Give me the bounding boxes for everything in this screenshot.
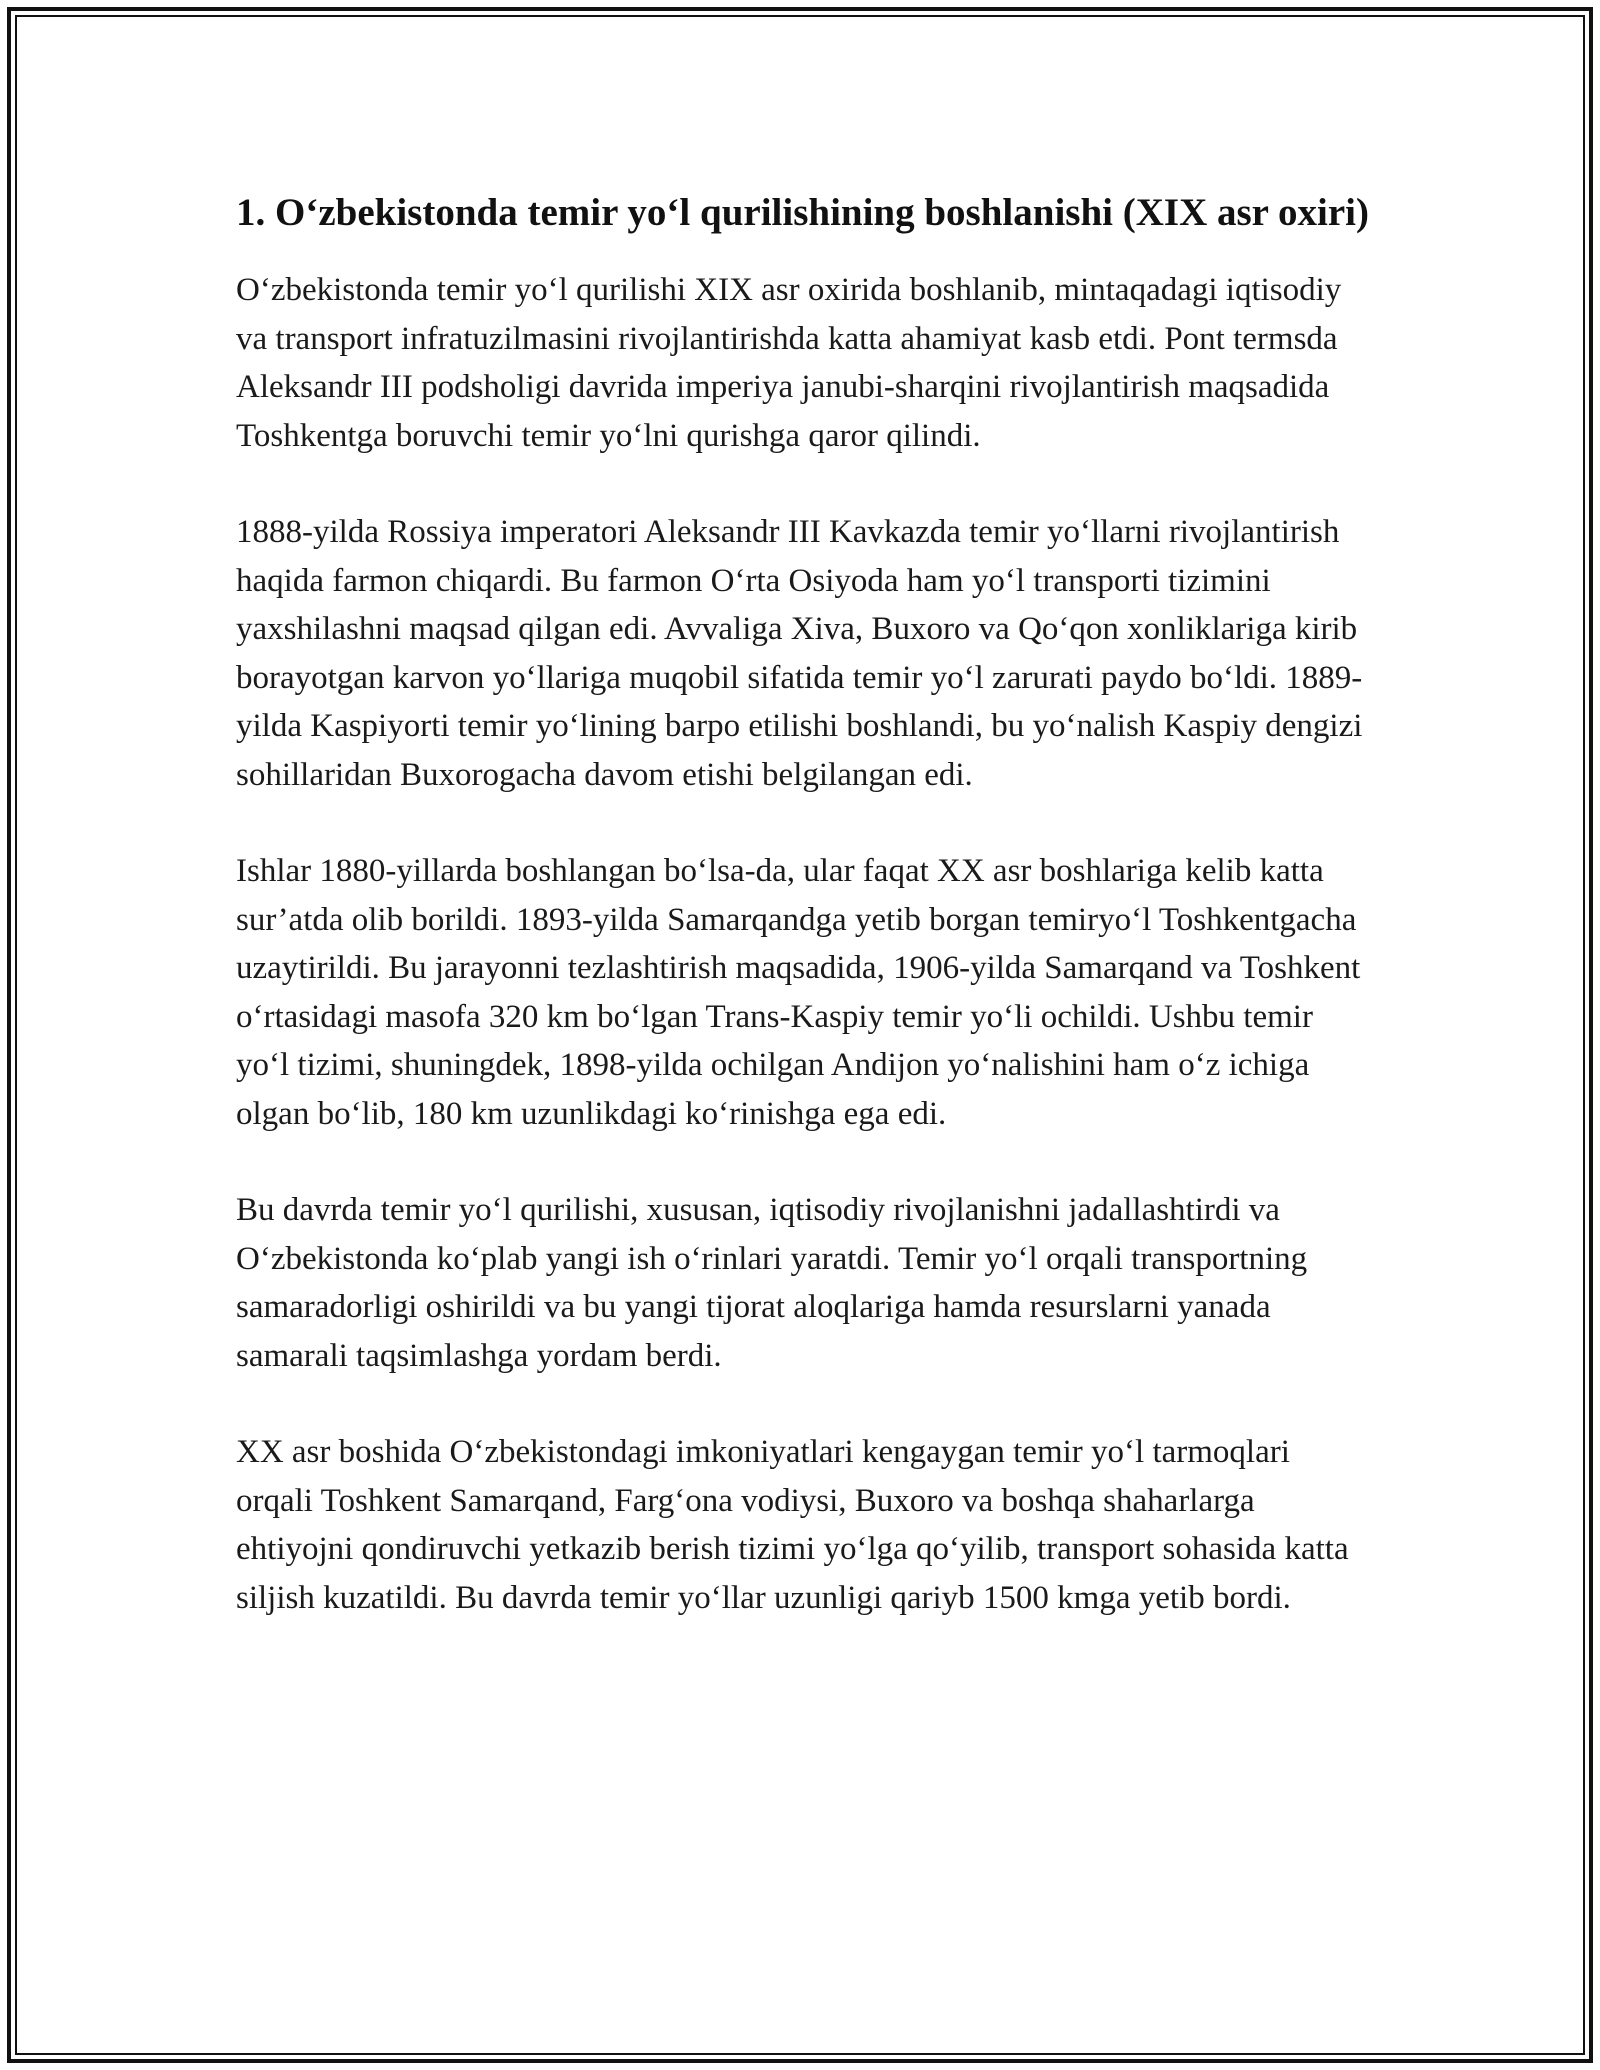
section-heading: 1. O‘zbekistonda temir yo‘l qurilishining boshlanishi (XIX asr oxiri) <box>236 191 1369 234</box>
paragraph-1: O‘zbekistonda temir yo‘l qurilishi XIX asr oxirida boshlanib, mintaqadagi iqtisodiy va transport infratuzilmasini rivojlantirishda katta ahamiyat kasb etdi. Pont termsda Aleksandr III podsholigi davrida imperiya janubi-sharqini rivojlantirish maqsadida Toshkentga boruvchi temir yo‘lni qurishga qaror qilindi. <box>236 272 1342 454</box>
paragraph-4: Bu davrda temir yo‘l qurilishi, xususan, iqtisodiy rivojlanishni jadallashtirdi va O‘zbekistonda ko‘plab yangi ish o‘rinlari yaratdi. Temir yo‘l orqali transportning samaradorligi oshirildi va bu yangi tijorat aloqlariga hamda resurslarni yanada samarali taqsimlashga yordam berdi. <box>236 1192 1308 1374</box>
paragraph-2: 1888-yilda Rossiya imperatori Aleksandr III Kavkazda temir yo‘llarni rivojlantirish haqida farmon chiqardi. Bu farmon O‘rta Osiyoda ham yo‘l transporti tizimini yaxshilashni maqsad qilgan edi. Avvaliga Xiva, Buxoro va Qo‘qon xonliklariga kirib borayotgan karvon yo‘llariga muqobil sifatida temir yo‘l zarurati paydo bo‘ldi. 1889-yilda Kaspiyorti temir yo‘lining barpo etilishi boshlandi, bu yo‘nalish Kaspiy dengizi sohillaridan Buxorogacha davom etishi belgilangan edi. <box>236 514 1363 793</box>
document-body <box>236 186 1371 1622</box>
paragraph-5: XX asr boshida O‘zbekistondagi imkoniyatlari kengaygan temir yo‘l tarmoqlari orqali Toshkent Samarqand, Farg‘ona vodiysi, Buxoro va boshqa shaharlarga ehtiyojni qondiruvchi yetkazib berish tizimi yo‘lga qo‘yilib, transport sohasida katta siljish kuzatildi. Bu davrda temir yo‘llar uzunligi qariyb 1500 kmga yetib bordi. <box>236 1434 1349 1616</box>
paragraph-3: Ishlar 1880-yillarda boshlangan bo‘lsa-da, ular faqat XX asr boshlariga kelib katta sur’atda olib borildi. 1893-yilda Samarqandga yetib borgan temiryo‘l Toshkentgacha uzaytirildi. Bu jarayonni tezlashtirish maqsadida, 1906-yilda Samarqand va Toshkent o‘rtasidagi masofa 320 km bo‘lgan Trans-Kaspiy temir yo‘li ochildi. Ushbu temir yo‘l tizimi, shuningdek, 1898-yilda ochilgan Andijon yo‘nalishini ham o‘z ichiga olgan bo‘lib, 180 km uzunlikdagi ko‘rinishga ega edi. <box>236 853 1361 1132</box>
